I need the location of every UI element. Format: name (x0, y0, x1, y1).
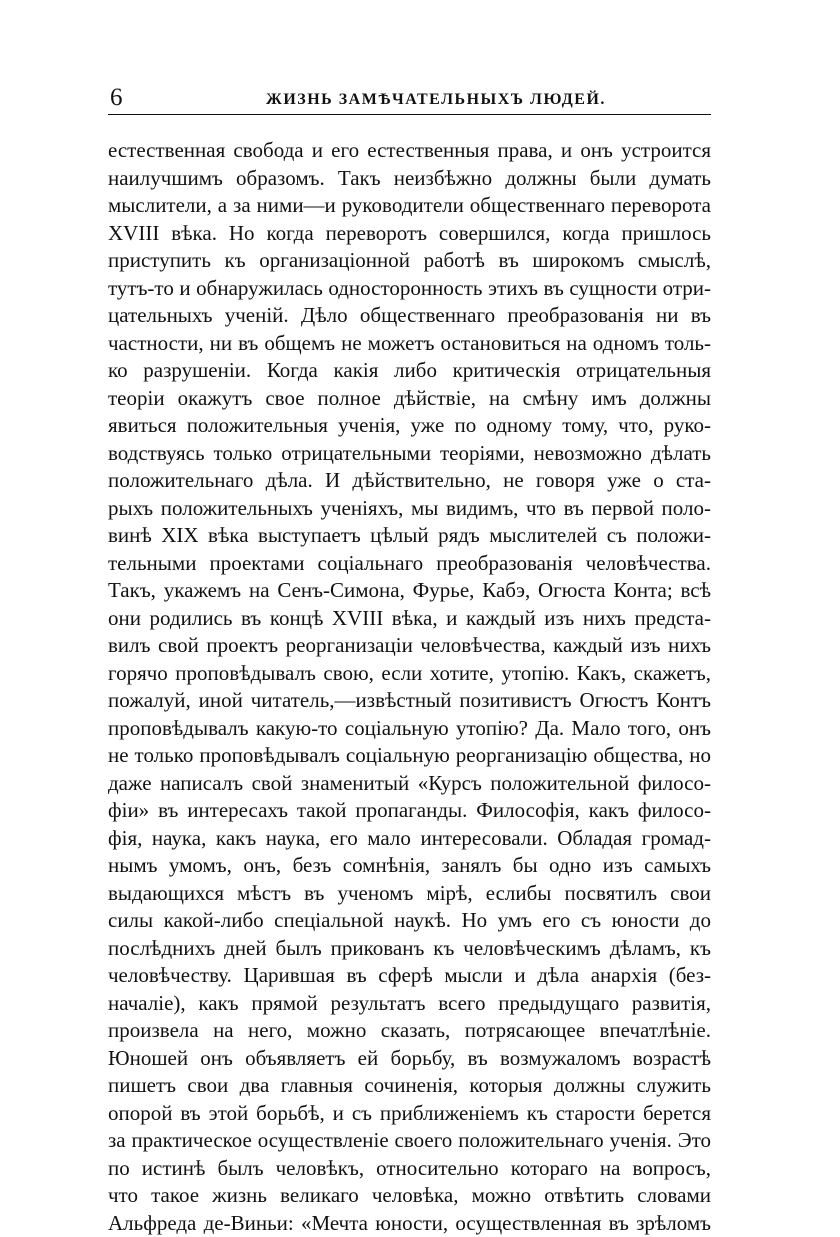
book-page (108, 84, 711, 1237)
text-line: вилъ свой проектъ реорганизаціи человѣчества, каждый изъ нихъ (108, 632, 711, 660)
text-line: мыслители, а за ними—и руководители общественнаго переворота (108, 192, 711, 220)
text-line: произвела на него, можно сказать, потрясающее впечатлѣніе. (108, 1017, 711, 1045)
text-line: тутъ-то и обнаружилась односторонность этихъ въ сущности отри- (108, 275, 711, 303)
text-line: силы какой-либо спеціальной наукѣ. Но умъ его съ юности до (108, 907, 711, 935)
text-line: рыхъ положительныхъ ученіяхъ, мы видимъ, что въ первой поло- (108, 495, 711, 523)
text-line: не только проповѣдывалъ соціальную реорганизацію общества, но (108, 742, 711, 770)
text-line: наилучшимъ образомъ. Такъ неизбѣжно должны были думать (108, 165, 711, 193)
text-line: водствуясь только отрицательными теоріями, невозможно дѣлать (108, 440, 711, 468)
text-line: за практическое осуществленіе своего положительнаго ученія. Это (108, 1127, 711, 1155)
text-line: теоріи окажутъ свое полное дѣйствіе, на смѣну имъ должны (108, 385, 711, 413)
text-line: началіе), какъ прямой результатъ всего предыдущаго развитія, (108, 990, 711, 1018)
text-line: Альфреда де-Виньи: «Мечта юности, осуществленная въ зрѣломъ (108, 1210, 711, 1237)
text-line: приступить къ организаціонной работѣ въ широкомъ смыслѣ, (108, 247, 711, 275)
text-line: даже написалъ свой знаменитый «Курсъ положительной филосо- (108, 770, 711, 798)
text-line: проповѣдывалъ какую-то соціальную утопію? Да. Мало того, онъ (108, 715, 711, 743)
text-line: фіи» въ интересахъ такой пропаганды. Философія, какъ филосо- (108, 797, 711, 825)
text-line: по истинѣ былъ человѣкъ, относительно котораго на вопросъ, (108, 1155, 711, 1183)
text-line: цательныхъ ученій. Дѣло общественнаго преобразованія ни въ (108, 302, 711, 330)
text-line: фія, наука, какъ наука, его мало интересовали. Обладая громад- (108, 825, 711, 853)
text-line: естественная свобода и его естественныя права, и онъ устроится (108, 137, 711, 165)
page-number: 6 (110, 84, 123, 112)
running-head (108, 84, 711, 115)
text-line: явиться положительныя ученія, уже по одному тому, что, руко- (108, 412, 711, 440)
text-line: пишетъ свои два главныя сочиненія, которыя должны служить (108, 1072, 711, 1100)
text-line: Юношей онъ объявляетъ ей борьбу, въ возмужаломъ возрастѣ (108, 1045, 711, 1073)
text-line: нымъ умомъ, онъ, безъ сомнѣнія, занялъ бы одно изъ самыхъ (108, 852, 711, 880)
text-line: послѣднихъ дней былъ прикованъ къ человѣческимъ дѣламъ, къ (108, 935, 711, 963)
body-text (108, 137, 711, 1237)
text-line: тельными проектами соціальнаго преобразованія человѣчества. (108, 550, 711, 578)
text-line: они родились въ концѣ XVIII вѣка, и каждый изъ нихъ предста- (108, 605, 711, 633)
text-line: положительнаго дѣла. И дѣйствительно, не говоря уже о ста- (108, 467, 711, 495)
running-title: ЖИЗНЬ ЗАМѢЧАТЕЛЬНЫХЪ ЛЮДЕЙ. (266, 90, 711, 110)
text-line: Такъ, укажемъ на Сенъ-Симона, Фурье, Кабэ, Огюста Конта; всѣ (108, 577, 711, 605)
text-line: горячо проповѣдывалъ свою, если хотите, утопію. Какъ, скажетъ, (108, 660, 711, 688)
text-line: XVIII вѣка. Но когда переворотъ совершился, когда пришлось (108, 220, 711, 248)
text-line: что такое жизнь великаго человѣка, можно отвѣтить словами (108, 1182, 711, 1210)
text-line: винѣ XIX вѣка выступаетъ цѣлый рядъ мыслителей съ положи- (108, 522, 711, 550)
text-line: опорой въ этой борьбѣ, и съ приближеніемъ къ старости берется (108, 1100, 711, 1128)
text-line: ко разрушеніи. Когда какія либо критическія отрицательныя (108, 357, 711, 385)
text-line: выдающихся мѣстъ въ ученомъ мірѣ, еслибы посвятилъ свои (108, 880, 711, 908)
text-line: пожалуй, иной читатель,—извѣстный позитивистъ Огюстъ Контъ (108, 687, 711, 715)
text-line: человѣчеству. Царившая въ сферѣ мысли и дѣла анархія (без- (108, 962, 711, 990)
text-line: частности, ни въ общемъ не можетъ остановиться на одномъ толь- (108, 330, 711, 358)
